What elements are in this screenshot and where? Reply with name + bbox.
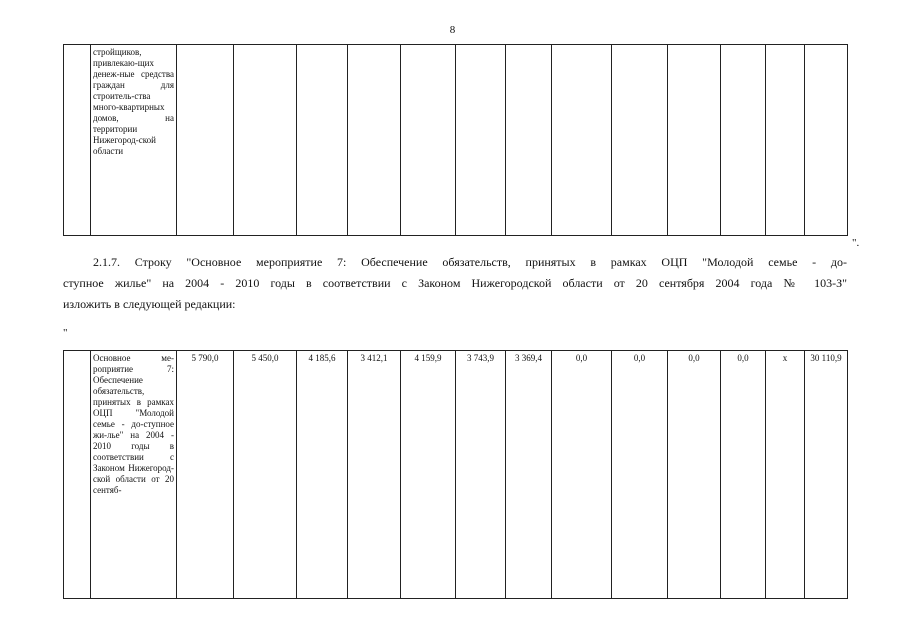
table-cell-value: 0,0 — [552, 351, 612, 599]
table-cell-index — [64, 351, 91, 599]
paragraph-line-2: ступное жилье" на 2004 - 2010 годы в соответствии с Законом Нижегородской области от 20 сентября 2004 года № 103-З" — [63, 276, 847, 290]
table-cell-value: 0,0 — [612, 351, 668, 599]
table-cell — [805, 45, 848, 236]
table-cell — [721, 45, 766, 236]
table-cell — [348, 45, 401, 236]
table-cell-value: 3 743,9 — [456, 351, 506, 599]
table-bottom — [63, 350, 848, 599]
table-cell-value: 5 790,0 — [177, 351, 234, 599]
table-cell-value: 0,0 — [721, 351, 766, 599]
table-cell — [234, 45, 297, 236]
table-cell-value: 30 110,9 — [805, 351, 848, 599]
table-cell-description: Основное ме-роприятие 7: Обеспечение обязательств, принятых в рамках ОЦП "Молодой семье - до-ступное жи-лье" на 2004 - 2010 годы в соответствии с Законом Нижегород-ской области от 20 сентяб- — [91, 351, 177, 599]
paragraph-line-1: 2.1.7. Строку "Основное мероприятие 7: Обеспечение обязательств, принятых в рамках ОЦП "Молодой семье - до- — [93, 255, 847, 269]
table-cell-value: 3 412,1 — [348, 351, 401, 599]
paragraph-line-3: изложить в следующей редакции: — [63, 297, 236, 311]
table-cell-index — [64, 45, 91, 236]
table-cell-description: стройщиков, привлекаю-щих денеж-ные средства граждан для строитель-ства много-квартирных домов, на территории Нижегород-ской области — [91, 45, 177, 236]
table-row — [64, 45, 848, 236]
closing-quote: ". — [852, 237, 860, 249]
table-cell — [506, 45, 552, 236]
table-top — [63, 44, 848, 236]
table-cell — [297, 45, 348, 236]
table-cell-value: х — [766, 351, 805, 599]
table-cell — [456, 45, 506, 236]
table-cell — [612, 45, 668, 236]
table-cell-value: 3 369,4 — [506, 351, 552, 599]
table-cell-value: 4 185,6 — [297, 351, 348, 599]
table-cell — [552, 45, 612, 236]
table-cell — [668, 45, 721, 236]
table-row — [64, 351, 848, 599]
table-cell — [177, 45, 234, 236]
table-cell-value: 5 450,0 — [234, 351, 297, 599]
table-cell — [401, 45, 456, 236]
opening-quote: " — [63, 327, 68, 339]
page-number: 8 — [449, 24, 456, 36]
table-cell-value: 4 159,9 — [401, 351, 456, 599]
table-cell-value: 0,0 — [668, 351, 721, 599]
table-cell — [766, 45, 805, 236]
